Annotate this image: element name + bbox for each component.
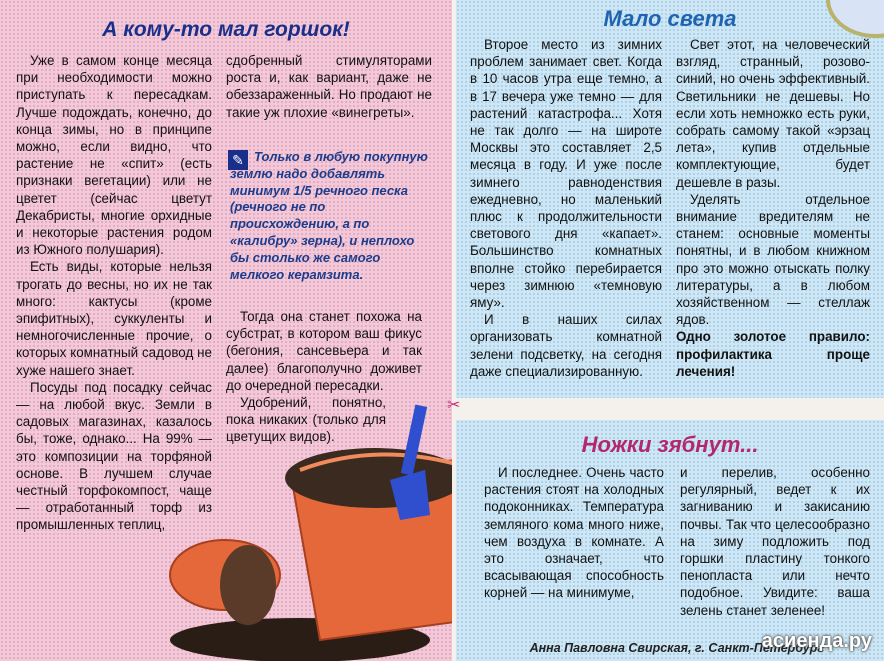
article-light-title: Мало света bbox=[603, 6, 737, 31]
feet-paragraph: И последнее. Очень часто растения стоят на холодных подоконниках. Температура земляного кома много ниже, чем воздуха в комнате. А это означает, что всасывающая способность корней — на минимуме, bbox=[484, 465, 664, 601]
scissors-icon: ✂ bbox=[447, 397, 461, 414]
light-col-1 bbox=[470, 36, 662, 380]
article-feet-title: Ножки зябнут... bbox=[581, 432, 759, 457]
golden-rule: Одно золотое правило: профилактика проще лечения! bbox=[676, 329, 870, 379]
tip-icon: ✎ bbox=[228, 150, 248, 170]
pot-paragraph: Есть виды, которые нельзя трогать до весны, но их не так много: кактусы (кроме эпифитных), суккуленты и немногочисленные прочие, о которых комнатный садовод не хуже нашего знает. bbox=[16, 259, 212, 378]
pot-paragraph: Удобрений, понятно, пока никаких (только для цветущих видов). bbox=[226, 395, 386, 445]
article-light-panel bbox=[456, 0, 884, 398]
pot-paragraph: Тогда она станет похожа на субстрат, в котором ваш фикус (бегония, сансевьера и так далее) благополучно доживет до очередной пересадки. bbox=[226, 309, 422, 393]
feet-paragraph: и перелив, особенно регулярный, ведет к их загниванию и закисанию почвы. Так что целесообразно на зиму подложить под горшки пластину тонкого пенопласта или нечто подобное. Увидите: ваша зелень станет зеленее! bbox=[680, 465, 870, 618]
light-col-2 bbox=[676, 36, 870, 380]
pot-paragraph: Посуды под посадку сейчас — на любой вкус. Земли в садовых магазинах, казалось бы, тоже, однако... На 99% — это композиции на торфяной основе. В лучшем случае честный торфокомпост, чаще — отработанный торф из промышленных теплиц, bbox=[16, 379, 212, 533]
light-paragraph: Свет этот, на человеческий взгляд, странный, розово-синий, но очень эффективный. Светильники не дешевы. Но если хоть немножко есть руки, собрать самому такой «эрзац лета», купив отдельные комплектующие, будет дешевле в разы. bbox=[676, 37, 870, 190]
pot-paragraph: сдобренный стимуляторами роста и, как вариант, даже не обеззараженный. Но продают не такие уж плохие «винегреты». bbox=[226, 53, 432, 120]
light-paragraph: Второе место из зимних проблем занимает свет. Когда в 10 часов утра еще темно, а в 17 вечера уже темно — для растений катастрофа... Хотя не так долго — на широте Москвы это составляет 2,5 месяца в году. И уже после зимнего равноденствия ежедневно, но маленький плюс к продолжительности светового дня «капает». Большинство комнатных вполне стойко перебирается через зимнюю «темновую яму». bbox=[470, 37, 662, 311]
light-paragraph: И в наших силах организовать комнатной зелени подсветку, на сегодня даже специализированную. bbox=[470, 312, 662, 379]
feet-col-2 bbox=[680, 464, 870, 619]
article-pot-title: А кому-то мал горшок! bbox=[102, 18, 350, 41]
feet-col-1 bbox=[484, 464, 664, 602]
author-signature: Анна Павловна Свирская, г. Санкт-Петербург bbox=[529, 641, 824, 655]
soil-tip-note: Только в любую покупную землю надо добавлять минимум 1/5 речного песка (речного не по происхождению, а по «калибру» зерна), и неплохо бы столько же самого мелкого керамзита. bbox=[230, 149, 428, 282]
light-paragraph: Уделять отдельное внимание вредителям не станем: основные моменты понятны, и в любом книжном про это можно отыскать полку литературы, а в любом хозяйственном — стеллаж ядов. bbox=[676, 191, 870, 328]
pot-paragraph: Уже в самом конце месяца при необходимости можно приступать к пересадкам. Лучше подождать, конечно, до конца зимы, но в принципе можно, если видно, что растение не «спит» (есть признаки вегетации) или не цветет (сейчас цветут Декабристы, многие орхидные и некоторые растения родом из Южного полушария). bbox=[16, 53, 212, 258]
article-feet-panel bbox=[456, 420, 884, 661]
site-watermark-logo: асиенда.ру bbox=[761, 630, 872, 652]
